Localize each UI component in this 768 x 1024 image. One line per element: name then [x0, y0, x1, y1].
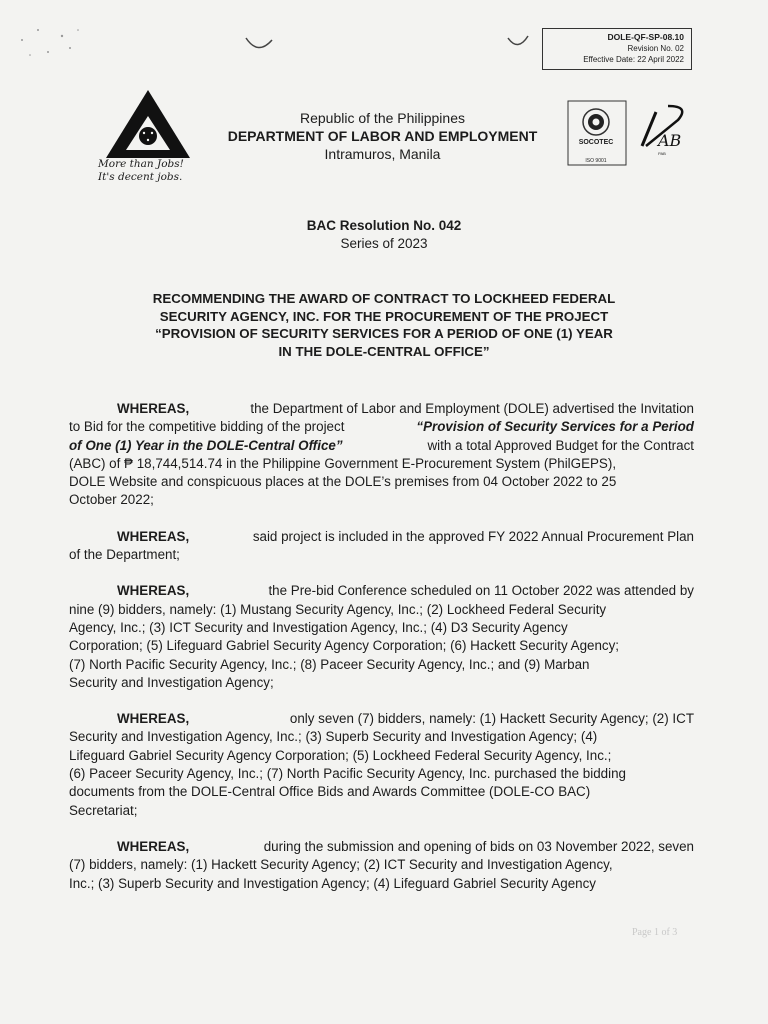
- document-code: DOLE-QF-SP-08.10: [607, 32, 684, 42]
- effective-date: Effective Date: 22 April 2022: [583, 55, 684, 64]
- socotec-label: SOCOTEC: [578, 139, 614, 146]
- location-text: Intramuros, Manila: [324, 146, 441, 162]
- document-code-box: [542, 28, 692, 70]
- pab-label: PAB: [658, 151, 666, 156]
- title-line: IN THE DOLE-CENTRAL OFFICE”: [278, 343, 490, 359]
- whereas-paragraph-5: WHEREAS, during the submission and opening of bids on 03 November 2022, seven (7) bidders, namely: (1) Hackett Security Agency; (2) ICT Security and Investigation Agency, Inc.; (3) Superb Security and Investigation Agency; (4) Lifeguard Gabriel Security Agency: [69, 838, 694, 891]
- iso-label: ISO 9001: [585, 158, 607, 164]
- whereas-paragraph-3: WHEREAS, the Pre-bid Conference scheduled on 11 October 2022 was attended by nine (9) bidders, namely: (1) Mustang Security Agency, Inc.; (2) Lockheed Federal Security Agency, Inc.; (3) ICT Security and Investigation Agency, Inc.; (4) D3 Security Agency Corporation; (5) Lifeguard Gabriel Security Agency Corporation; (6) Hackett Security Agency; (7) North Pacific Security Agency, Inc.; (8) Paceer Security Agency, Inc.; and (9) Marban Security and Investigation Agency;: [69, 583, 694, 690]
- svg-text:AB: AB: [658, 131, 682, 150]
- title-line: RECOMMENDING THE AWARD OF CONTRACT TO LOCKHEED FEDERAL: [152, 291, 616, 306]
- logo-tagline: More than Jobs! It's decent jobs.: [98, 158, 184, 183]
- letterhead: [200, 109, 565, 163]
- socotec-certification-icon: [567, 100, 627, 166]
- title-line: SECURITY AGENCY, INC. FOR THE PROCUREMENT OF THE PROJECT: [159, 308, 609, 324]
- title-line: “PROVISION OF SECURITY SERVICES FOR A PERIOD OF ONE (1) YEAR: [155, 326, 613, 341]
- department-name: DEPARTMENT OF LABOR AND EMPLOYMENT: [227, 128, 538, 144]
- republic-text: Republic of the Philippines: [300, 110, 465, 126]
- whereas-paragraph-1: WHEREAS, the Department of Labor and Employment (DOLE) advertised the Invitation to Bid for the competitive bidding of the project “Provision of Security Services for a Period of One (1) Year in the DOLE-Central Office” with a total Approved Budget for the Contract (ABC) of ₱ 18,744,514.74 in the Philippine Government E-Procurement System (PhilGEPS), DOLE Website and conspicuous places at the DOLE’s premises from 04 October 2022 to 25 October 2022;: [69, 401, 694, 508]
- resolution-series: Series of 2023: [340, 236, 428, 251]
- pab-accreditation-icon: [632, 102, 692, 168]
- resolution-title: [100, 290, 668, 360]
- revision-number: Revision No. 02: [627, 44, 684, 53]
- resolution-body: [69, 400, 694, 893]
- whereas-paragraph-2: WHEREAS, said project is included in the approved FY 2022 Annual Procurement Plan of the Department;: [69, 528, 694, 563]
- whereas-paragraph-4: WHEREAS, only seven (7) bidders, namely: (1) Hackett Security Agency; (2) ICT Security and Investigation Agency, Inc.; (3) Superb Security and Investigation Agency; (4) Lifeguard Gabriel Security Agency Corporation; (5) Lockheed Federal Security Agency, Inc.; (6) Paceer Security Agency, Inc.; (7) North Pacific Security Agency, Inc. purchased the bidding documents from the DOLE-Central Office Bids and Awards Committee (DOLE-CO BAC) Secretariat;: [69, 711, 694, 818]
- resolution-number: BAC Resolution No. 042: [306, 218, 462, 233]
- page-number: Page 1 of 3: [632, 927, 678, 938]
